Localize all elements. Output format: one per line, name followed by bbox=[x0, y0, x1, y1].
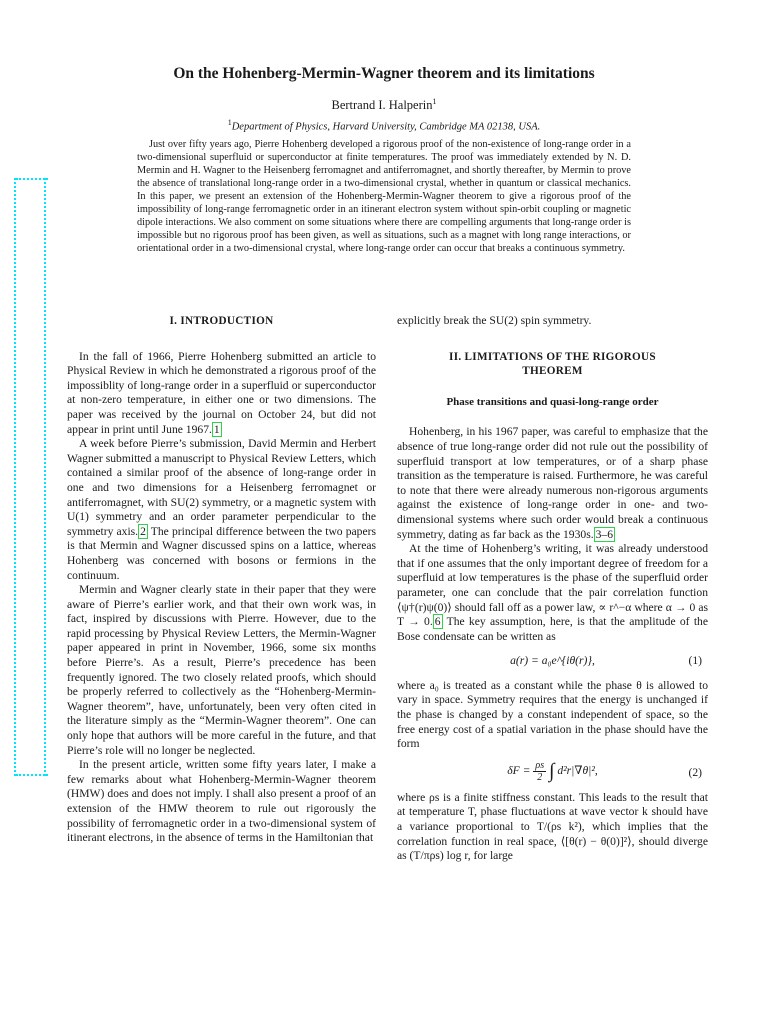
paragraph-text: A week before Pierre’s submission, David Mermin and Herbert Wagner submitted a manuscript to Physical Review Letters, which contained a similar proof of the absence of long-range order in one and two dimensions for a Heisenberg ferromagnet or antiferromagnet, with SU(2) symmetry, or a magnetic system with U(1) symmetry and an order parameter perpendicular to the symmetry axis. bbox=[67, 437, 376, 538]
citation-link[interactable]: 2 bbox=[140, 524, 146, 538]
limitations-paragraph-2 bbox=[397, 542, 708, 644]
equation-1 bbox=[397, 654, 708, 669]
paragraph-text: In the fall of 1966, Pierre Hohenberg submitted an article to Physical Review in which he demonstrated a rigorous proof of the impossiblity of long-range order in a superfluid or superconductor at non-zero temperature, in either one or two dimensions. The paper was received by the journal on October 24, but did not appear in print until June 1967. bbox=[67, 349, 376, 436]
annotation-margin-box bbox=[14, 178, 46, 776]
equation-2-fraction bbox=[533, 760, 546, 783]
intro-paragraph-4: In the present article, written some fifty years later, I make a few remarks about what Hohenberg-Mermin-Wagner theorem (HMW) does and does not imply. I shall also present a proof of an extension of the HMW theorem to rule out rigorously the possibility of ferromagnetic order in a two-dimensional system of itinerant electrons, in the absence of terms in the Hamiltonian that bbox=[67, 758, 376, 845]
paragraph-text: The principal difference between the two papers is that Mermin and Wagner discussed spins on a lattice, whereas Hohenberg was concerned with bosons or fermions in the continuum. bbox=[67, 524, 376, 582]
author-affil-mark: 1 bbox=[432, 97, 437, 106]
equation-1-number: (1) bbox=[688, 654, 702, 668]
subsection-heading: Phase transitions and quasi-long-range order bbox=[446, 395, 659, 408]
equation-2 bbox=[397, 760, 708, 783]
intro-paragraph-1 bbox=[67, 350, 376, 438]
affiliation-line bbox=[60, 118, 708, 133]
fraction-denominator: 2 bbox=[537, 771, 543, 783]
author-name: Bertrand I. Halperin bbox=[331, 98, 433, 113]
citation-link[interactable]: 1 bbox=[213, 422, 220, 436]
integral-sign: ∫ bbox=[549, 760, 555, 783]
equation-2-rhs: d²r|∇θ|², bbox=[557, 764, 598, 777]
limitations-paragraph-1 bbox=[397, 425, 708, 542]
equation-2-number: (2) bbox=[688, 765, 702, 779]
section-heading-introduction: I. INTRODUCTION bbox=[169, 315, 274, 327]
paragraph-text: At the time of Hohenberg’s writing, it was already understood that if one assumes that the only important degree of freedom for a superfluid at low temperatures is the phase of the superfluid order parameter, one can conclude that the pair correlation function ⟨ψ†(r)ψ(0)⟩ should fall off as a power law, ∝ r^−α where α → 0 as T → 0. bbox=[397, 542, 708, 629]
intro-paragraph-3: Mermin and Wagner clearly state in their paper that they were aware of Pierre’s earlier work, and that their own work was, in fact, inspired by discussions with Pierre. However, due to the rapid processing by Physical Review Letters, the Mermin-Wagner paper appeared in print in November, 1966, some six months before Pierre’s. As a result, Pierre’s precedence has been frequently ignored. The two closely related proofs, which should be properly referred to collectively as the “Hohenberg-Mermin-Wagner theorem”, have, unfortunately, been very often cited in the literature simply as the “Mermin-Wagner theorem”. One can only hope that authors will be more careful in the future, and that Pierre’s role will no longer be neglected. bbox=[67, 583, 376, 757]
limitations-paragraph-3: where a₀ is treated as a constant while the phase θ is allowed to vary in space. Symmetry requires that the energy is unchanged if the phase is changed by a constant independent of space, so the free energy cost of a spatial variation in the phase should have the form bbox=[397, 678, 708, 751]
fraction-numerator: ρs bbox=[535, 759, 545, 771]
author-line bbox=[60, 97, 708, 113]
continued-paragraph: explicitly break the SU(2) spin symmetry. bbox=[397, 314, 592, 327]
paragraph-text: The key assumption, here, is that the amplitude of the Bose condensate can be written as bbox=[397, 615, 708, 643]
right-column bbox=[397, 314, 708, 864]
equation-1-body: a(r) = a₀e^{iθ(r)}, bbox=[510, 654, 595, 668]
abstract: Just over fifty years ago, Pierre Hohenberg developed a rigorous proof of the non-existence of long-range order in a two-dimensional superfluid or superconductor at finite temperatures. The proof was immediately extended by N. D. Mermin and H. Wagner to the Heisenberg ferromagnet and antiferromagnet, and shortly thereafter, by Mermin to prove the absence of translational long-range order in a two-dimensional crystal, whether in quantum or classical mechanics. In this paper, we present an extension of the Hohenberg-Mermin-Wagner theorem to give a rigorous proof of the impossibility of long-range ferromagnetic order in an itinerant electron system without spin-orbit coupling or magnetic dipole interactions. We also comment on some situations where there are compelling arguments that long-range order is impossible but no rigorous proof has been given, as well as situations, such as a magnet with long range interactions, or orientational order in a two-dimensional crystal, where long-range order can occur that breaks a continuous symmetry. bbox=[137, 139, 631, 254]
paragraph-text: Hohenberg, in his 1967 paper, was careful to emphasize that the absence of true long-range order did not rule out the possibility of superfluid transport at low temperatures, or of a sharp phase transition as the temperature is raised. Furthermore, he was careful to note that there were already numerous non-rigorous arguments against the existence of long-range order in one- and two-dimensional systems where such order would break a continuous symmetry, dating as far back as the 1930s. bbox=[397, 425, 708, 541]
paper-title: On the Hohenberg-Mermin-Wagner theorem and its limitations bbox=[173, 65, 595, 82]
affil-mark: 1 bbox=[227, 118, 232, 127]
section-heading-limitations: II. LIMITATIONS OF THE RIGOROUS THEOREM bbox=[449, 350, 656, 378]
citation-link[interactable]: 6 bbox=[434, 615, 441, 629]
citation-link[interactable]: 3–6 bbox=[595, 527, 614, 541]
left-column bbox=[67, 314, 376, 846]
equation-2-lhs: δF = bbox=[507, 764, 531, 777]
intro-paragraph-2 bbox=[67, 437, 376, 583]
limitations-paragraph-4: where ρs is a finite stiffness constant. This leads to the result that at temperature T, phase fluctuations at wave vector k should have a variance proportional to T/(ρs k²), which implies that the correlation function in real space, ⟨[θ(r) − θ(0)]²⟩, should diverge as (T/πρs) log r, for large bbox=[397, 790, 708, 863]
affiliation-text: Department of Physics, Harvard University, Cambridge MA 02138, USA. bbox=[231, 121, 541, 133]
